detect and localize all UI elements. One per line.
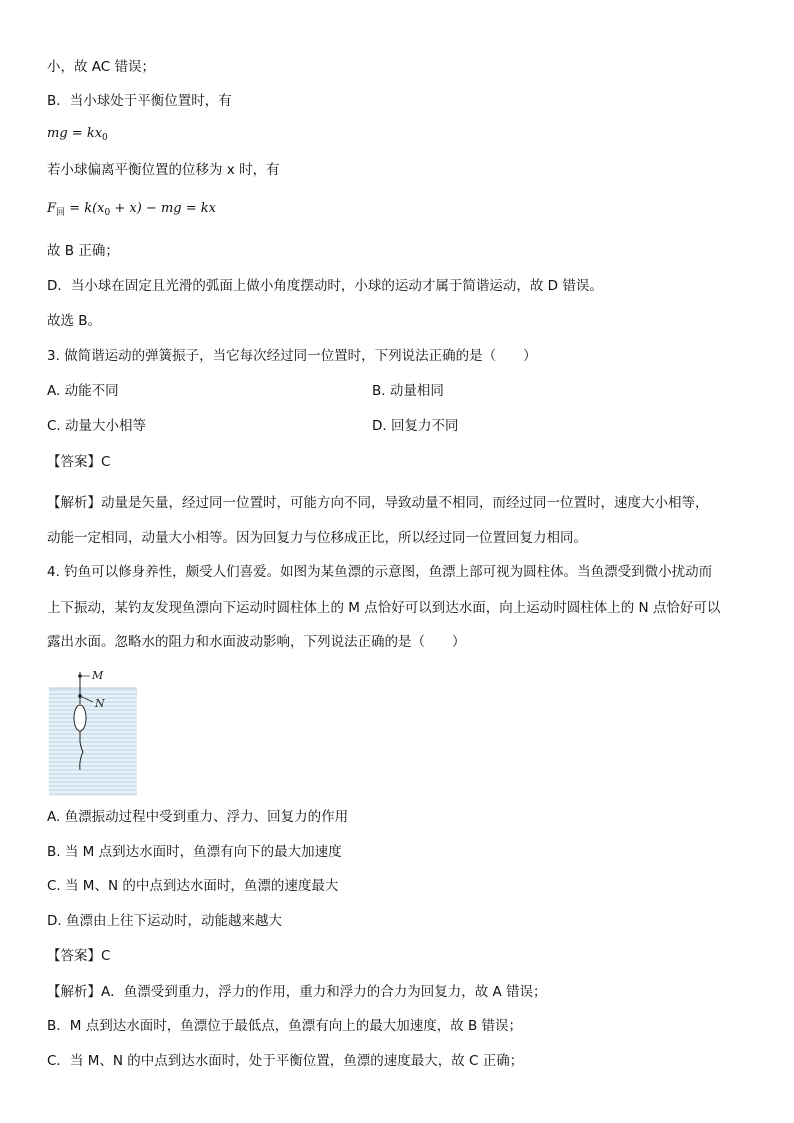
question-4-stem: 露出水面。忽略水的阻力和水面波动影响，下列说法正确的是（ ）	[47, 634, 466, 650]
text-line: B．当小球处于平衡位置时，有	[47, 93, 232, 109]
explanation-4: C．当 M、N 的中点到达水面时，处于平衡位置，鱼漂的速度最大，故 C 正确；	[47, 1053, 524, 1069]
float-body	[74, 705, 86, 731]
answer-4: 【答案】C	[47, 948, 111, 964]
text-line: 故选 B。	[47, 313, 102, 329]
explanation-3: 【解析】动量是矢量，经过同一位置时，可能方向不同，导致动量不相同，而经过同一位置时，速度大小相等，	[47, 495, 709, 511]
water-area	[49, 688, 137, 796]
answer-3: 【答案】C	[47, 454, 111, 470]
formula-restoring-force	[47, 199, 216, 219]
formula-part: kx	[86, 126, 103, 141]
fishing-float-figure	[47, 668, 139, 798]
formula-part: = k(x	[65, 201, 105, 216]
question-3-stem: 3. 做简谐运动的弹簧振子，当它每次经过同一位置时，下列说法正确的是（ ）	[47, 348, 537, 364]
formula-subscript: 回	[56, 208, 66, 218]
label-n: N	[95, 697, 105, 710]
option-b: B. 当 M 点到达水面时，鱼漂有向下的最大加速度	[47, 844, 342, 860]
option-d: D. 回复力不同	[372, 418, 459, 434]
explanation-4: B．M 点到达水面时，鱼漂位于最低点，鱼漂有向上的最大加速度，故 B 错误；	[47, 1018, 523, 1034]
explanation-4: 【解析】A．鱼漂受到重力，浮力的作用，重力和浮力的合力为回复力，故 A 错误；	[47, 984, 547, 1000]
option-a: A. 鱼漂振动过程中受到重力、浮力、回复力的作用	[47, 809, 349, 825]
text-line: D．当小球在固定且光滑的弧面上做小角度摆动时，小球的运动才属于简谐运动，故 D 错误。	[47, 278, 603, 294]
option-d: D. 鱼漂由上往下运动时，动能越来越大	[47, 913, 282, 929]
formula-part: F	[47, 201, 57, 216]
question-4-stem: 4. 钓鱼可以修身养性，颇受人们喜爱。如图为某鱼漂的示意图，鱼漂上部可视为圆柱体。当鱼漂受到微小扰动而	[47, 564, 713, 580]
formula-subscript: 0	[104, 208, 111, 218]
option-c: C. 动量大小相等	[47, 418, 147, 434]
text-line: 小，故 AC 错误；	[47, 59, 156, 75]
option-c: C. 当 M、N 的中点到达水面时，鱼漂的速度最大	[47, 878, 339, 894]
formula-part: mg	[47, 126, 68, 141]
text-line: 若小球偏离平衡位置的位移为 x 时，有	[47, 162, 280, 178]
option-b: B. 动量相同	[372, 383, 444, 399]
option-a: A. 动能不同	[47, 383, 119, 399]
explanation-3: 动能一定相同，动量大小相等。因为回复力与位移成正比，所以经过同一位置回复力相同。	[47, 530, 587, 546]
formula-part: =	[67, 126, 87, 141]
formula-part: + x) − mg = kx	[110, 201, 216, 216]
formula-subscript: 0	[102, 133, 108, 143]
text-line: 故 B 正确；	[47, 243, 119, 259]
label-m: M	[92, 669, 104, 682]
question-4-stem: 上下振动，某钓友发现鱼漂向下运动时圆柱体上的 M 点恰好可以到达水面，向上运动时圆柱体上的 N 点恰好可以	[47, 600, 721, 616]
formula-equilibrium	[47, 124, 108, 144]
